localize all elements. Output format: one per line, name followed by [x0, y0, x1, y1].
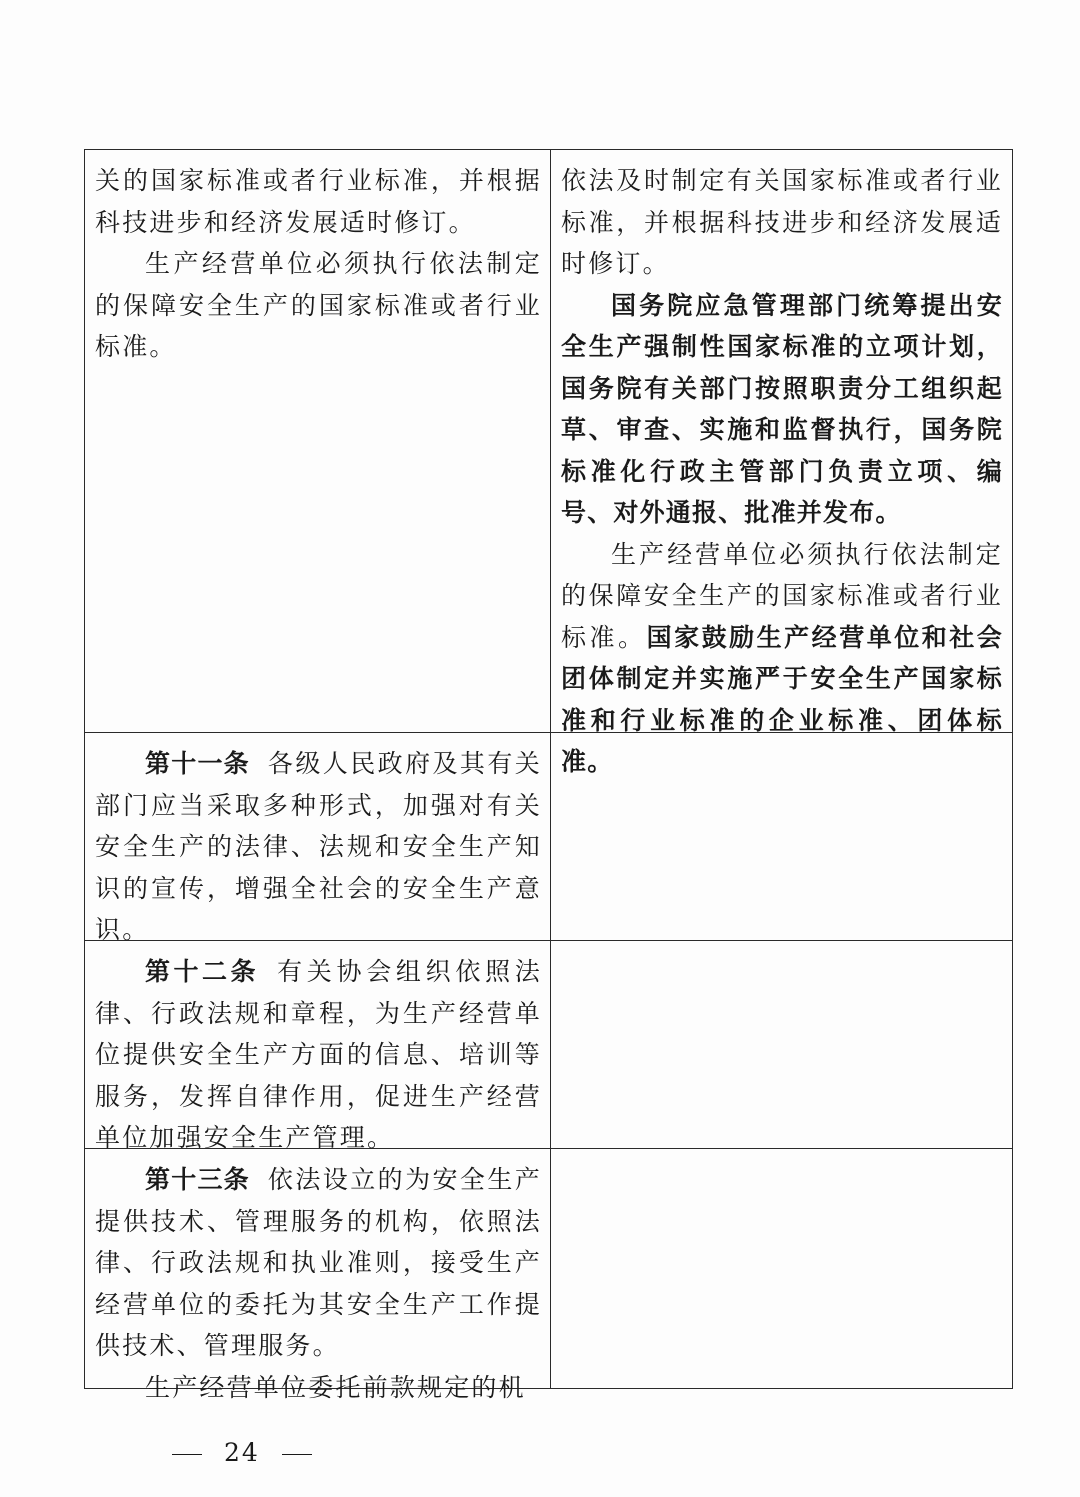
paragraph-added: 国务院应急管理部门统筹提出安全生产强制性国家标准的立项计划，国务院有关部门按照职责分工组织起草、审查、实施和监督执行，国务院标准化行政主管部门负责立项、编号、对外通报、批准并发布。 — [561, 290, 1003, 527]
page-footer — [150, 1438, 334, 1467]
table-cell-revised — [551, 941, 1011, 1148]
footer-dash-left — [172, 1454, 202, 1455]
paragraph — [95, 743, 542, 951]
paragraph-added-text: 国家鼓励生产经营单位和社会团体制定并实施严于安全生产国家标准和行业标准的企业标准、团体标准。 — [561, 622, 1003, 776]
table-cell-revised — [551, 1149, 1011, 1388]
paragraph: 生产经营单位委托前款规定的机 — [145, 1372, 526, 1402]
paragraph — [95, 951, 542, 1159]
paragraph: 关的国家标准或者行业标准，并根据科技进步和经济发展适时修订。 — [95, 166, 542, 237]
table-cell-original — [85, 941, 551, 1152]
footer-dash-right — [282, 1454, 312, 1455]
paragraph-text: 生产经营单位必须执行依法制定的保障安全生产的国家标准或者行业标准。 — [561, 539, 1003, 652]
paragraph: 生产经营单位必须执行依法制定的保障安全生产的国家标准或者行业标准。 — [95, 249, 542, 361]
article-number: 第十三条 — [145, 1165, 250, 1194]
comparison-table — [84, 149, 1013, 1402]
table-cell-original — [85, 150, 551, 732]
article-text: 各级人民政府及其有关部门应当采取多种形式，加强对有关安全生产的法律、法规和安全生产知识的宣传，增强全社会的安全生产意识。 — [95, 749, 542, 944]
article-number: 第十二条 — [145, 957, 260, 986]
table-cell-revised — [551, 150, 1011, 776]
table-row — [85, 940, 1012, 1152]
table-row — [85, 732, 1012, 944]
table-cell-original — [85, 1149, 551, 1402]
article-text: 有关协会组织依照法律、行政法规和章程，为生产经营单位提供安全生产方面的信息、培训等服务，发挥自律作用，促进生产经营单位加强安全生产管理。 — [95, 957, 542, 1152]
page-number: 24 — [224, 1438, 260, 1467]
table-cell-original — [85, 733, 551, 944]
table-cell-revised — [551, 733, 1011, 940]
table-row — [85, 1148, 1012, 1402]
article-text: 依法设立的为安全生产提供技术、管理服务的机构，依照法律、行政法规和执业准则，接受生产经营单位的委托为其安全生产工作提供技术、管理服务。 — [95, 1165, 542, 1360]
article-number: 第十一条 — [145, 749, 250, 778]
paragraph — [95, 1159, 542, 1367]
paragraph: 依法及时制定有关国家标准或者行业标准，并根据科技进步和经济发展适时修订。 — [561, 166, 1003, 278]
